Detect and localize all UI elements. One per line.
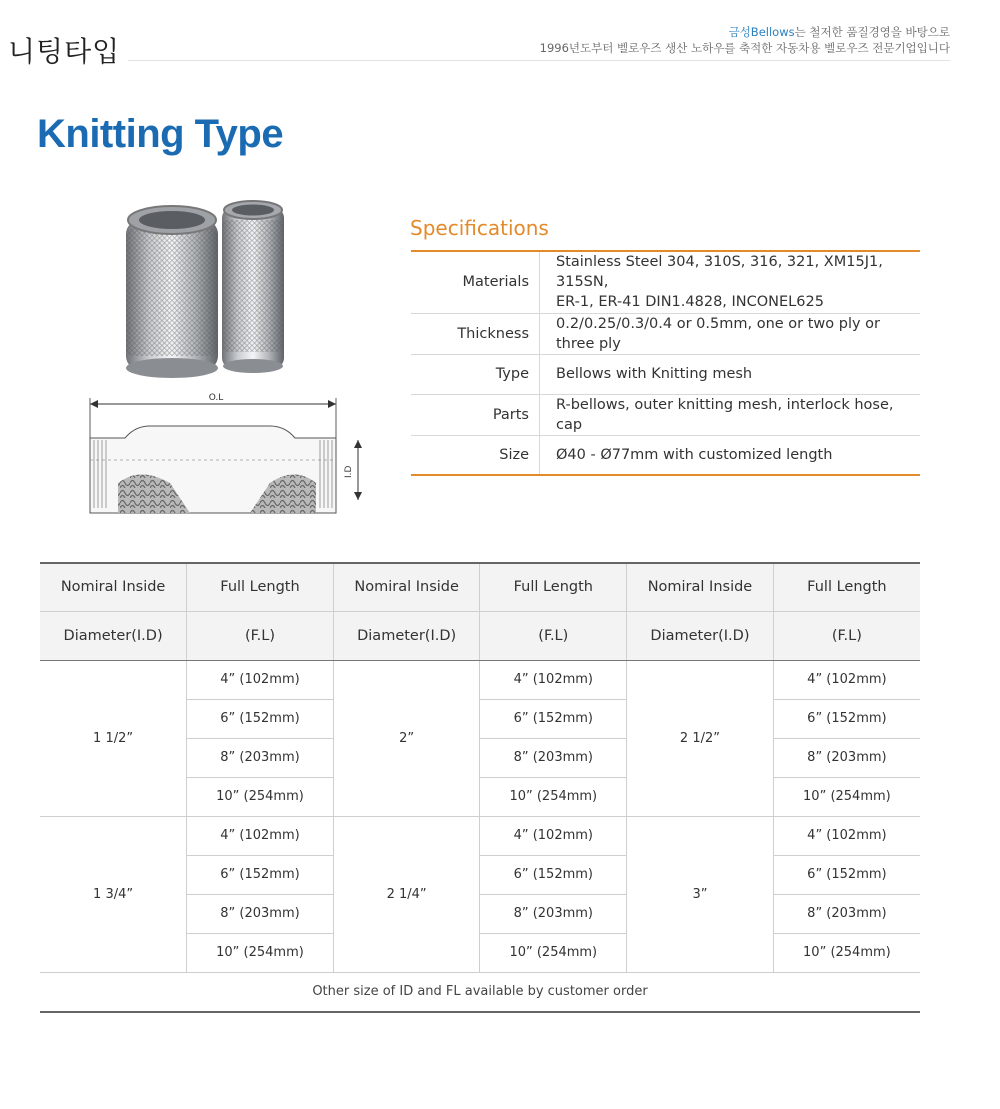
specifications-heading: Specifications	[410, 216, 549, 240]
length-cell: 10” (254mm)	[480, 933, 627, 972]
korean-page-title: 니팅타입	[8, 35, 121, 68]
length-cell: 4” (102mm)	[480, 816, 627, 855]
spec-value-line: Stainless Steel 304, 310S, 316, 321, XM15J1, 315SN,	[556, 254, 883, 291]
column-header: (F.L)	[773, 611, 920, 660]
length-cell: 10” (254mm)	[480, 777, 627, 816]
length-cell: 8” (203mm)	[773, 738, 920, 777]
brand-name: 금성Bellows	[728, 25, 795, 39]
id-cell: 2”	[333, 660, 480, 816]
spec-key: Type	[411, 354, 540, 394]
id-cell: 2 1/4”	[333, 816, 480, 972]
column-header: Full Length	[187, 563, 334, 611]
column-header: Nomiral Inside	[40, 563, 187, 611]
column-header: Diameter(I.D)	[40, 611, 187, 660]
spec-value-line: ER-1, ER-41 DIN1.4828, INCONEL625	[556, 294, 824, 311]
column-header: Nomiral Inside	[333, 563, 480, 611]
length-cell: 10” (254mm)	[773, 777, 920, 816]
column-header: Full Length	[480, 563, 627, 611]
spec-key: Materials	[411, 251, 540, 313]
id-cell: 3”	[627, 816, 774, 972]
length-cell: 6” (152mm)	[773, 699, 920, 738]
size-table	[40, 562, 920, 1013]
table-footnote: Other size of ID and FL available by customer order	[40, 972, 920, 1012]
length-cell: 8” (203mm)	[187, 894, 334, 933]
length-cell: 6” (152mm)	[480, 699, 627, 738]
column-header: Full Length	[773, 563, 920, 611]
spec-value: 0.2/0.25/0.3/0.4 or 0.5mm, one or two ply or three ply	[540, 313, 921, 354]
length-cell: 6” (152mm)	[480, 855, 627, 894]
company-tagline	[540, 24, 950, 56]
product-photo	[112, 198, 312, 388]
column-header: Diameter(I.D)	[333, 611, 480, 660]
spec-key: Size	[411, 435, 540, 475]
spec-row-thickness	[411, 313, 920, 354]
tagline-line-2: 1996년도부터 벨로우즈 생산 노하우를 축적한 자동차용 벨로우즈 전문기업입니다	[539, 41, 950, 55]
spec-row-materials	[411, 251, 920, 313]
tagline-line-1-text: 는 철저한 품질경영을 바탕으로	[794, 25, 950, 39]
table-row	[40, 660, 920, 699]
length-cell: 4” (102mm)	[187, 816, 334, 855]
ol-label: O.L	[208, 393, 224, 403]
length-cell: 8” (203mm)	[773, 894, 920, 933]
table-row	[40, 816, 920, 855]
page-title: Knitting Type	[37, 112, 284, 156]
column-header: (F.L)	[187, 611, 334, 660]
column-header: (F.L)	[480, 611, 627, 660]
table-footer-row	[40, 972, 920, 1012]
id-cell: 1 3/4”	[40, 816, 187, 972]
tagline-line-1	[540, 24, 950, 40]
dimension-diagram	[80, 388, 380, 523]
id-cell: 2 1/2”	[627, 660, 774, 816]
spec-value: R-bellows, outer knitting mesh, interlock hose, cap	[540, 394, 921, 435]
length-cell: 4” (102mm)	[187, 660, 334, 699]
spec-row-type	[411, 354, 920, 394]
spec-value: Bellows with Knitting mesh	[540, 354, 921, 394]
length-cell: 8” (203mm)	[187, 738, 334, 777]
specifications-table	[411, 250, 920, 476]
length-cell: 6” (152mm)	[187, 699, 334, 738]
spec-row-size	[411, 435, 920, 475]
spec-value	[540, 251, 921, 313]
length-cell: 4” (102mm)	[773, 660, 920, 699]
length-cell: 6” (152mm)	[773, 855, 920, 894]
length-cell: 8” (203mm)	[480, 738, 627, 777]
spec-key: Thickness	[411, 313, 540, 354]
length-cell: 10” (254mm)	[773, 933, 920, 972]
spec-key: Parts	[411, 394, 540, 435]
column-header: Diameter(I.D)	[627, 611, 774, 660]
length-cell: 10” (254mm)	[187, 933, 334, 972]
id-label: I.D	[344, 465, 354, 478]
length-cell: 8” (203mm)	[480, 894, 627, 933]
length-cell: 4” (102mm)	[773, 816, 920, 855]
length-cell: 6” (152mm)	[187, 855, 334, 894]
header-divider	[128, 60, 950, 61]
length-cell: 4” (102mm)	[480, 660, 627, 699]
header-row	[40, 563, 920, 611]
length-cell: 10” (254mm)	[187, 777, 334, 816]
spec-row-parts	[411, 394, 920, 435]
id-cell: 1 1/2”	[40, 660, 187, 816]
spec-value: Ø40 - Ø77mm with customized length	[556, 446, 833, 463]
header-row	[40, 611, 920, 660]
column-header: Nomiral Inside	[627, 563, 774, 611]
